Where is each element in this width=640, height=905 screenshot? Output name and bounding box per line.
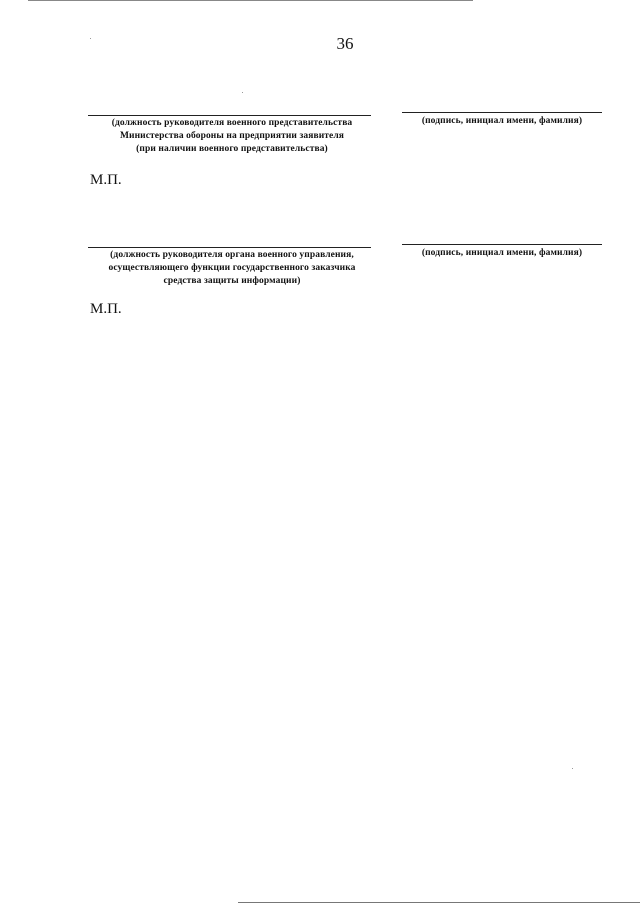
- seal-mark-1: М.П.: [90, 172, 122, 188]
- scan-edge-bottom: [238, 902, 640, 903]
- position-caption-line: (при наличии военного представительства): [136, 144, 328, 154]
- position-caption-line: средства защиты информации): [163, 276, 301, 286]
- position-caption-line: (должность руководителя органа военного управления,: [110, 250, 354, 260]
- scan-speck: [242, 92, 243, 93]
- position-caption-line: осуществляющего функции государственного заказчика: [108, 263, 356, 273]
- signature-caption-line: (подпись, инициал имени, фамилия): [421, 116, 583, 126]
- page-number: 36: [336, 34, 354, 53]
- position-line-2: [88, 247, 371, 248]
- position-caption-1: [82, 117, 382, 156]
- position-caption-line: Министерства обороны на предприятии заявителя: [119, 131, 345, 141]
- seal-mark-2: М.П.: [90, 301, 122, 317]
- scan-edge-top: [28, 0, 473, 1]
- signature-caption-line: (подпись, инициал имени, фамилия): [421, 248, 583, 258]
- signature-line-1: [402, 112, 602, 113]
- signature-line-2: [402, 244, 602, 245]
- position-line-1: [88, 115, 371, 116]
- position-caption-line: (должность руководителя военного представительства: [111, 118, 353, 128]
- scan-speck: [90, 38, 91, 39]
- position-caption-2: [82, 249, 382, 288]
- signature-caption-2: [400, 247, 604, 260]
- signature-caption-1: [400, 115, 604, 128]
- scan-speck: [572, 768, 573, 769]
